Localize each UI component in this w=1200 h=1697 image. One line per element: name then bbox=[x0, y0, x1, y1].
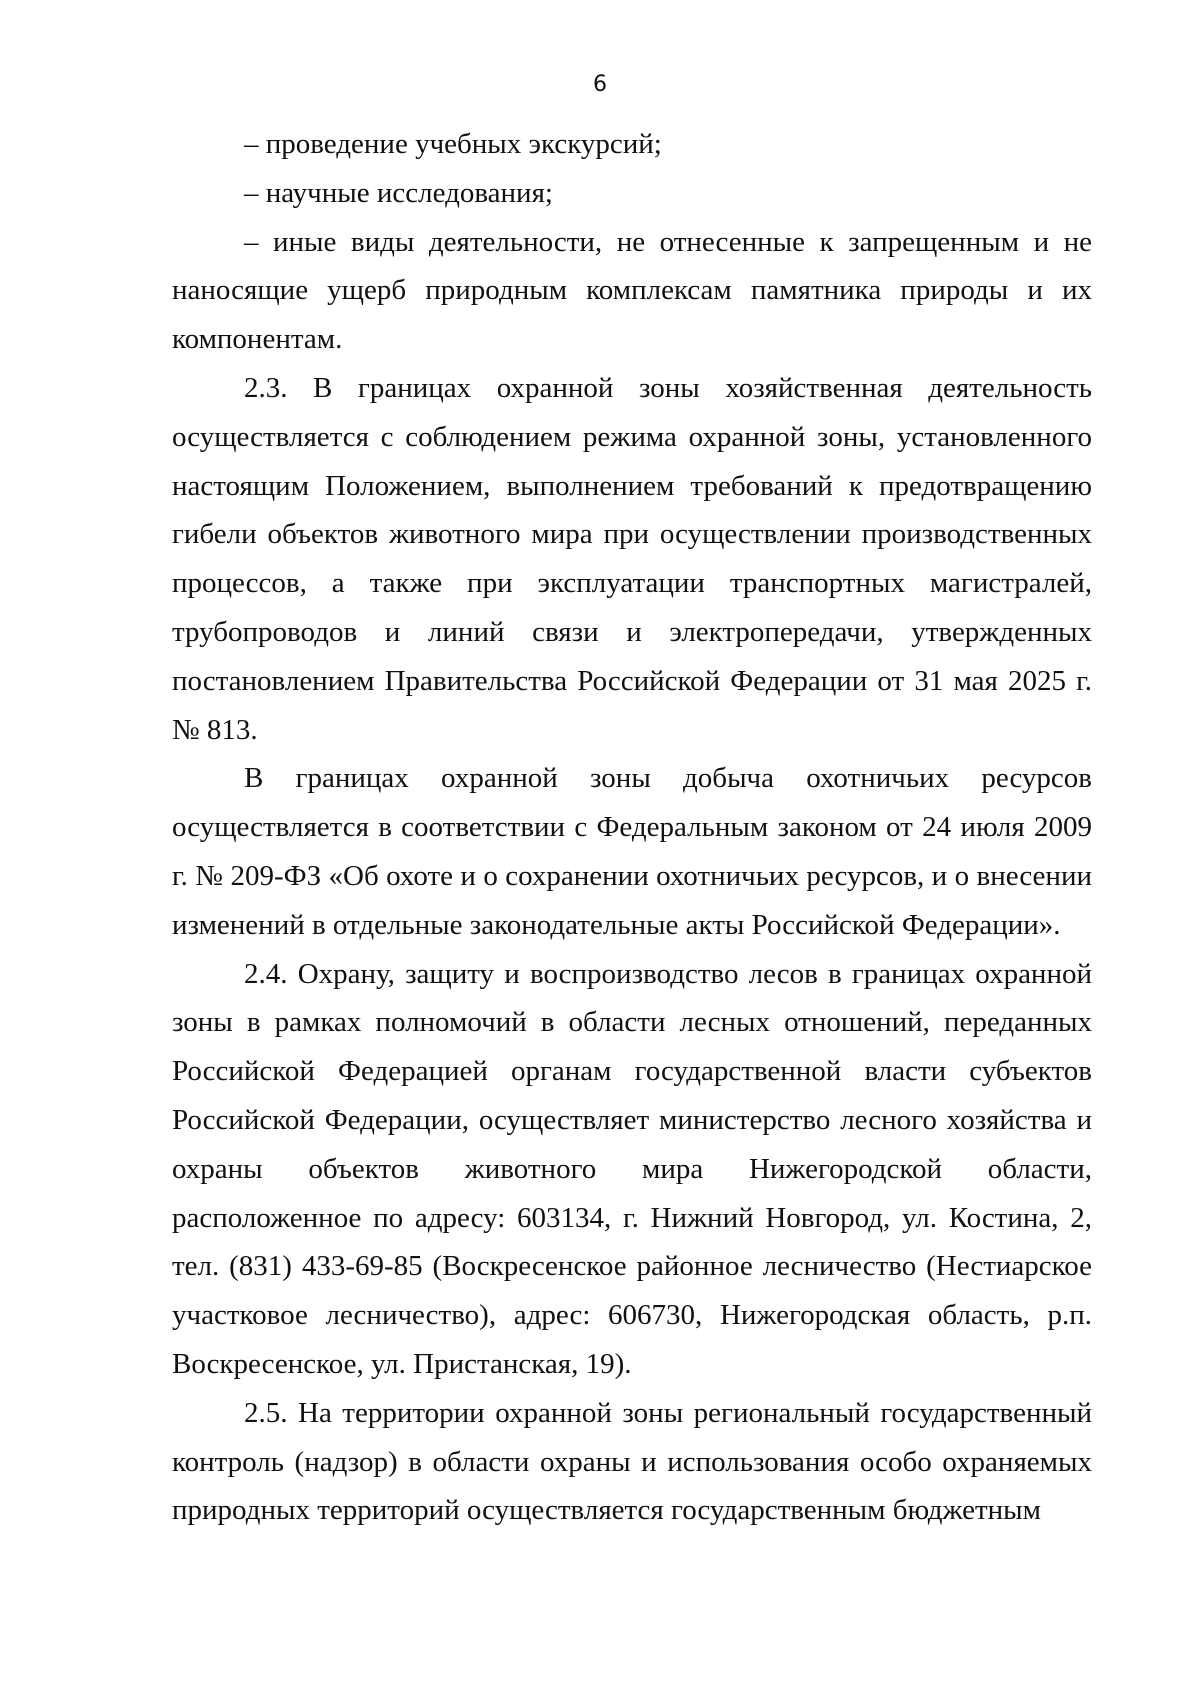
paragraph-2-5: 2.5. На территории охранной зоны региональный государственный контроль (надзор) в области охраны и использования особо охраняемых природных территорий осуществляется государственным бюджетным bbox=[172, 1396, 1092, 1527]
document-body bbox=[172, 120, 1092, 1535]
list-item-other-activities: – иные виды деятельности, не отнесенные к запрещенным и не наносящие ущерб природным комплексам памятника природы и их компонентам. bbox=[172, 225, 1092, 356]
page-number: 6 bbox=[593, 72, 607, 97]
list-item-educational-excursions: – проведение учебных экскурсий; bbox=[244, 128, 662, 160]
paragraph-hunting-resources: В границах охранной зоны добыча охотничьих ресурсов осуществляется в соответствии с Федеральным законом от 24 июля 2009 г. № 209-ФЗ «Об охоте и о сохранении охотничьих ресурсов, и о внесении изменений в отдельные законодательные акты Российской Федерации». bbox=[172, 762, 1092, 941]
list-item-scientific-research: – научные исследования; bbox=[244, 176, 553, 209]
paragraph-2-4: 2.4. Охрану, защиту и воспроизводство лесов в границах охранной зоны в рамках полномочий в области лесных отношений, переданных Российской Федерацией органам государственной власти субъектов Российской Федерации, осуществляет министерство лесного хозяйства и охраны объектов животного мира Нижегородской области, расположенное по адресу: 603134, г. Нижний Новгород, ул. Костина, 2, тел. (831) 433-69-85 (Воскресенское районное лесничество (Нестиарское участковое лесничество), адрес: 606730, Нижегородская область, р.п. Воскресенское, ул. Пристанская, 19). bbox=[172, 957, 1092, 1380]
paragraph-2-3: 2.3. В границах охранной зоны хозяйственная деятельность осуществляется с соблюдением режима охранной зоны, установленного настоящим Положением, выполнением требований к предотвращению гибели объектов животного мира при осуществлении производственных процессов, а также при эксплуатации транспортных магистралей, трубопроводов и линий связи и электропередачи, утвержденных постановлением Правительства Российской Федерации от 31 мая 2025 г. № 813. bbox=[172, 371, 1092, 746]
